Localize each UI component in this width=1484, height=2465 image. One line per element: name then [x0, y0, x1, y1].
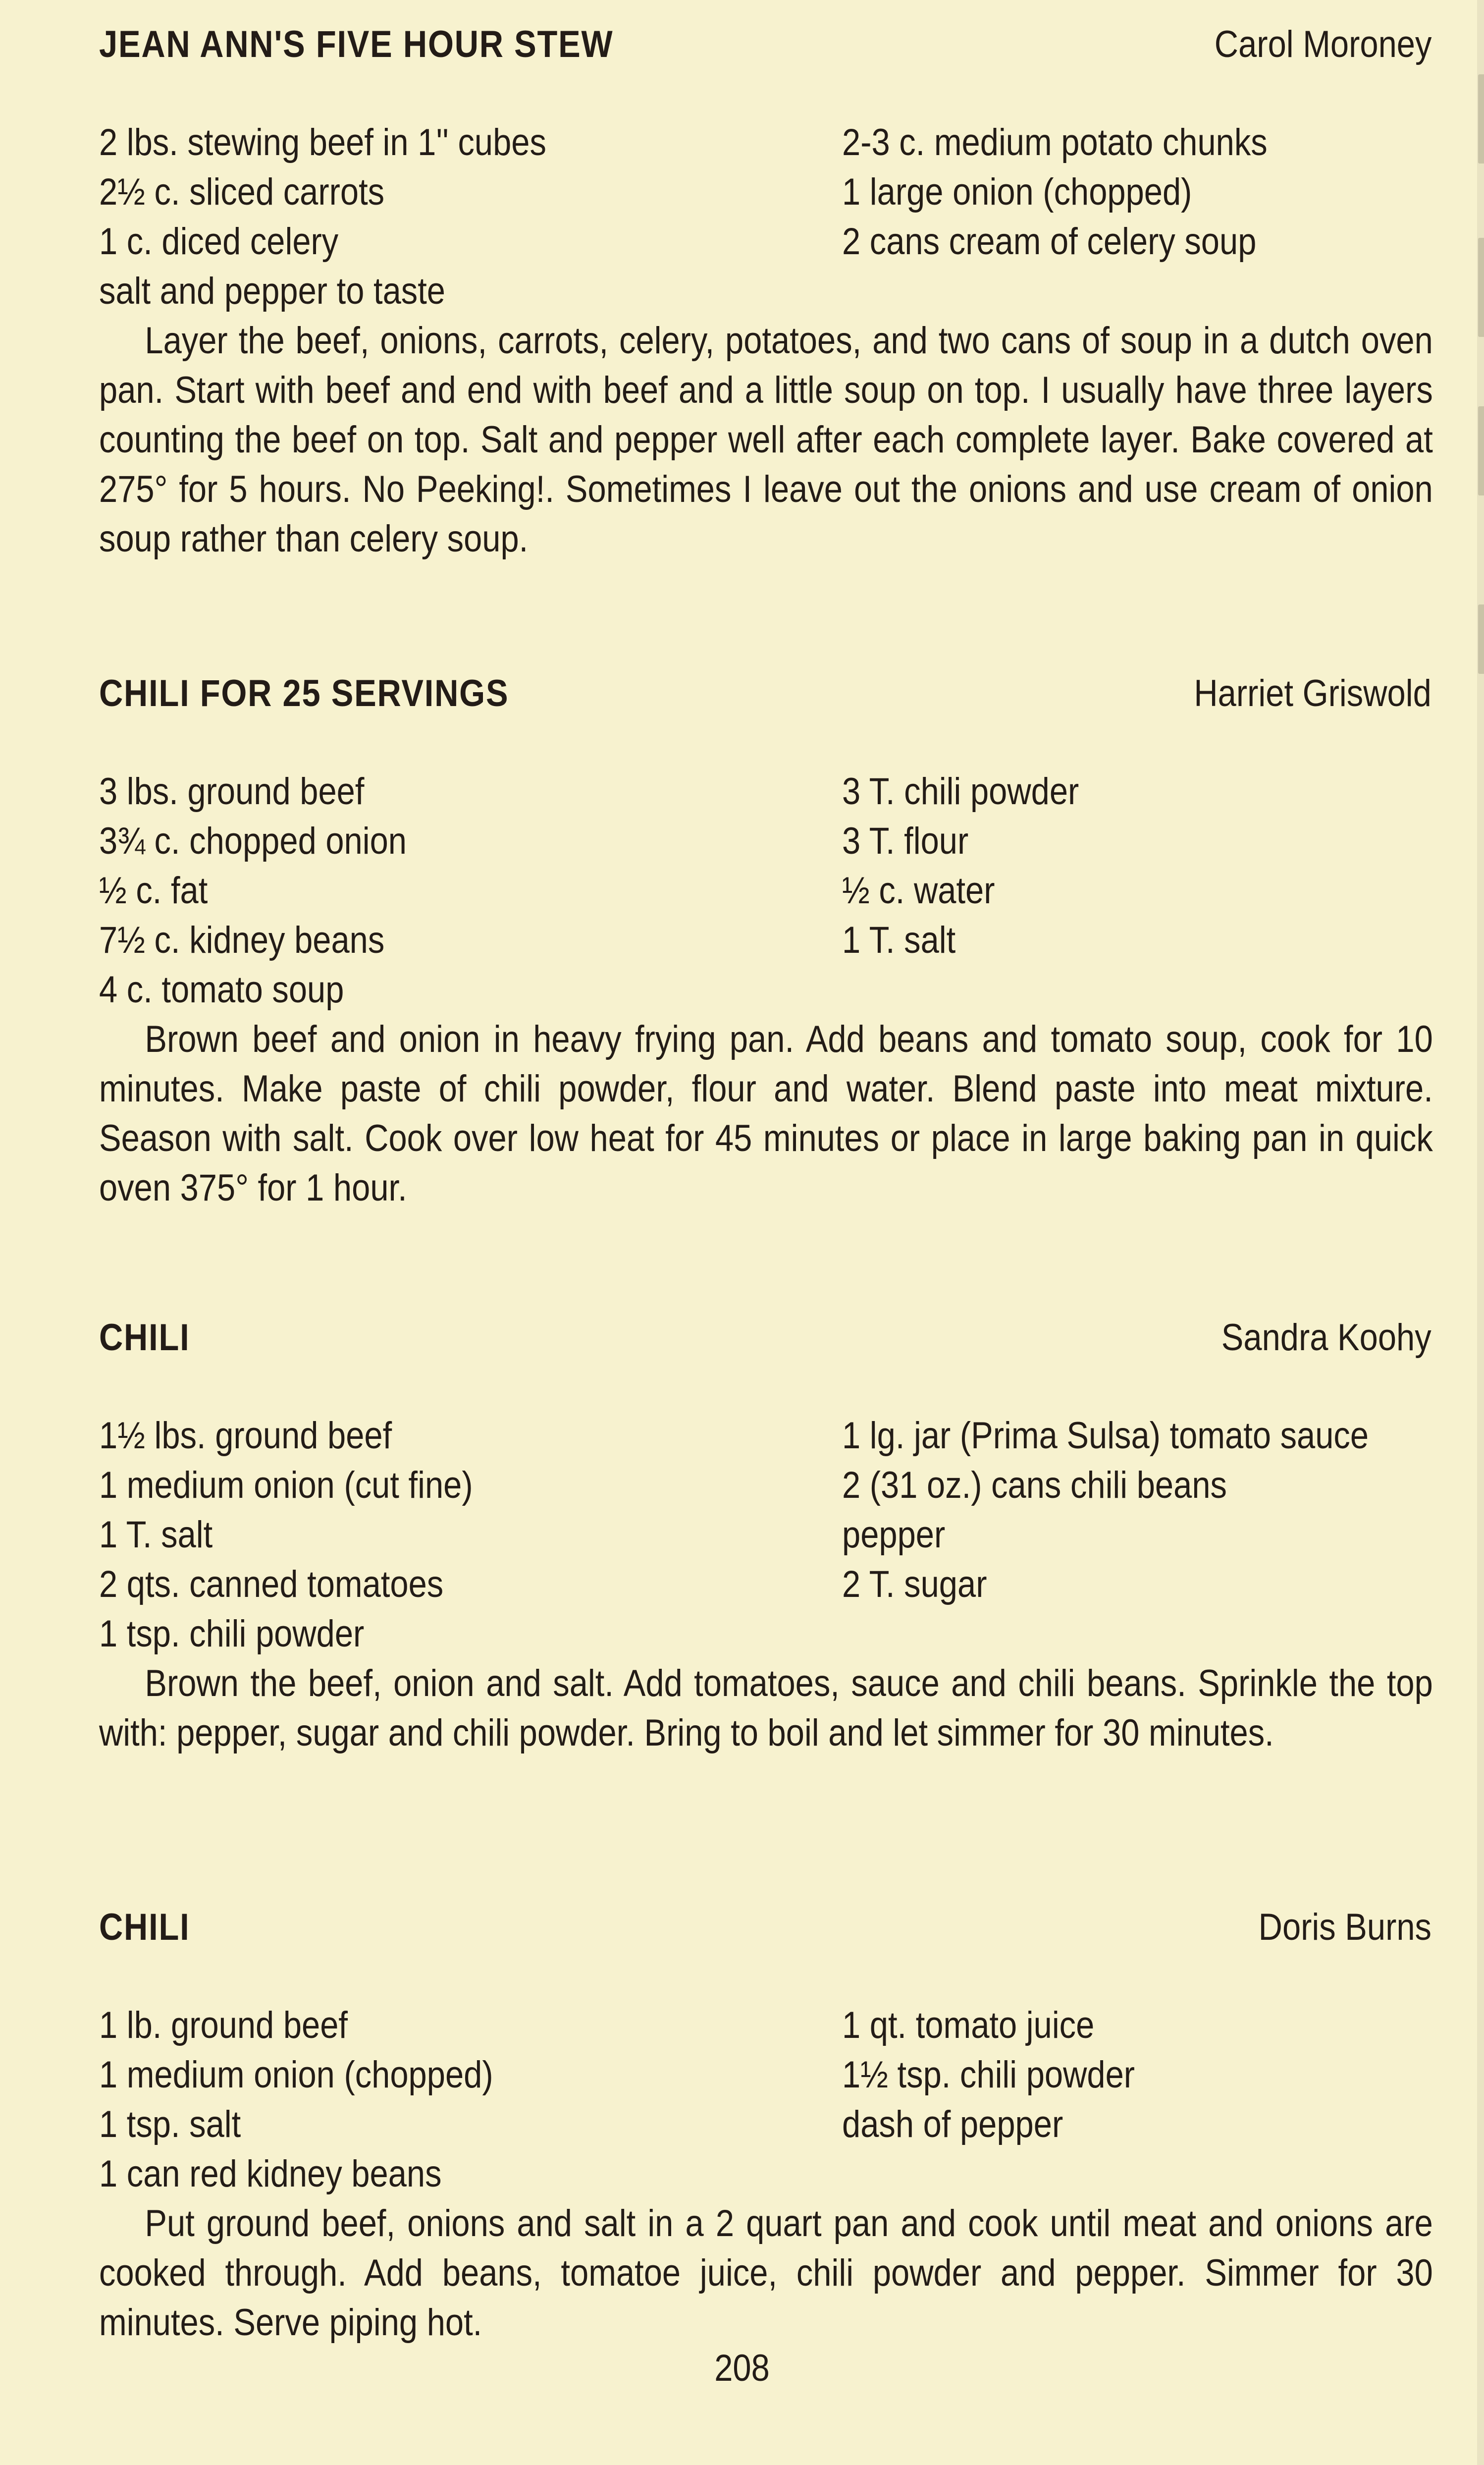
ingredient: 3 T. chili powder	[842, 770, 1079, 813]
page-edge	[1477, 0, 1484, 2465]
ingredient: 2½ c. sliced carrots	[99, 171, 385, 213]
ingredients-right-column	[842, 1411, 1440, 1609]
ingredients-left-column	[99, 767, 449, 1015]
ingredient: 2 cans cream of celery soup	[842, 220, 1257, 263]
ingredient: 3 T. flour	[842, 820, 969, 862]
ingredient: 1 lb. ground beef	[99, 2004, 348, 2046]
index-tab-mark	[1478, 74, 1484, 164]
ingredient: 2 qts. canned tomatoes	[99, 1563, 444, 1605]
ingredient: 2 T. sugar	[842, 1563, 987, 1605]
ingredients-right-column	[842, 767, 1112, 965]
ingredient: 1 T. salt	[99, 1514, 213, 1556]
page-number: 208	[714, 2347, 770, 2389]
ingredient: 1 can red kidney beans	[99, 2153, 442, 2195]
ingredient: pepper	[842, 1514, 946, 1556]
index-tab-mark	[1478, 604, 1484, 674]
recipe-header	[99, 20, 1431, 74]
ingredient: 1 medium onion (cut fine)	[99, 1464, 473, 1506]
ingredient: 4 c. tomato soup	[99, 969, 344, 1011]
recipe-author: Doris Burns	[1258, 1906, 1431, 1948]
ingredient: dash of pepper	[842, 2103, 1063, 2145]
ingredient: 2 (31 oz.) cans chili beans	[842, 1464, 1227, 1506]
recipe-directions: Layer the beef, onions, carrots, celery, potatoes, and two cans of soup in a dutch oven pan. Start with beef and end with beef and a little soup on top. I usually have three layers counting the beef on top. Salt and pepper well after each complete layer. Bake covered at 275° for 5 hours. No Peeking!. Sometimes I leave out the onions and use cream of onion soup rather than celery soup.	[99, 320, 1433, 560]
recipe-title: JEAN ANN'S FIVE HOUR STEW	[99, 23, 614, 65]
ingredient: 7½ c. kidney beans	[99, 919, 385, 961]
ingredient: ½ c. fat	[99, 870, 208, 912]
ingredient: 1 qt. tomato juice	[842, 2004, 1095, 2046]
ingredient: 1 c. diced celery	[99, 220, 339, 263]
ingredients-left-column	[99, 1411, 524, 1659]
ingredients-right-column	[842, 2001, 1175, 2149]
ingredient: 1 large onion (chopped)	[842, 171, 1192, 213]
recipe-title: CHILI	[99, 1316, 190, 1359]
recipe-chili-koohy	[99, 1313, 1431, 1758]
ingredient: 2 lbs. stewing beef in 1'' cubes	[99, 121, 546, 164]
recipe-chili-burns	[99, 1903, 1431, 2348]
recipe-five-hour-stew	[99, 20, 1431, 564]
index-tab-mark	[1478, 238, 1484, 337]
recipe-author: Sandra Koohy	[1221, 1316, 1431, 1359]
ingredient: 1 T. salt	[842, 919, 956, 961]
ingredient: 3 lbs. ground beef	[99, 770, 365, 813]
ingredient: 3¾ c. chopped onion	[99, 820, 407, 862]
recipe-directions: Brown beef and onion in heavy frying pan. Add beans and tomato soup, cook for 10 minutes. Make paste of chili powder, flour and water. Blend paste into meat mixture. Season with salt. Cook over low heat for 45 minutes or place in large baking pan in quick oven 375° for 1 hour.	[99, 1018, 1433, 1209]
recipe-header	[99, 1313, 1431, 1368]
recipe-header	[99, 669, 1431, 723]
ingredients-right-column	[842, 118, 1325, 267]
ingredients-left-column	[99, 118, 607, 316]
ingredients	[99, 2001, 1431, 2199]
index-tab-mark	[1478, 406, 1484, 495]
ingredient: salt and pepper to taste	[99, 270, 446, 312]
ingredients-left-column	[99, 2001, 547, 2199]
ingredients	[99, 1411, 1431, 1659]
ingredient: 2-3 c. medium potato chunks	[842, 121, 1268, 164]
recipe-header	[99, 1903, 1431, 1957]
recipe-directions: Brown the beef, onion and salt. Add tomatoes, sauce and chili beans. Sprinkle the top with: pepper, sugar and chili powder. Bring to boil and let simmer for 30 minutes.	[99, 1662, 1433, 1754]
recipe-title: CHILI FOR 25 SERVINGS	[99, 672, 509, 714]
recipe-author: Harriet Griswold	[1194, 672, 1431, 714]
recipe-title: CHILI	[99, 1906, 190, 1948]
ingredients	[99, 118, 1431, 316]
ingredient: ½ c. water	[842, 870, 995, 912]
recipe-chili-25-servings	[99, 669, 1431, 1213]
ingredient: 1 lg. jar (Prima Sulsa) tomato sauce	[842, 1415, 1369, 1457]
ingredients	[99, 767, 1431, 1015]
ingredient: 1½ tsp. chili powder	[842, 2054, 1135, 2096]
ingredient: 1 medium onion (chopped)	[99, 2054, 493, 2096]
ingredient: 1 tsp. salt	[99, 2103, 241, 2145]
ingredient: 1½ lbs. ground beef	[99, 1415, 392, 1457]
ingredient: 1 tsp. chili powder	[99, 1613, 365, 1655]
recipe-directions: Put ground beef, onions and salt in a 2 quart pan and cook until meat and onions are cooked through. Add beans, tomatoe juice, chili powder and pepper. Simmer for 30 minutes. Serve piping hot.	[99, 2202, 1433, 2344]
recipe-author: Carol Moroney	[1214, 23, 1431, 65]
